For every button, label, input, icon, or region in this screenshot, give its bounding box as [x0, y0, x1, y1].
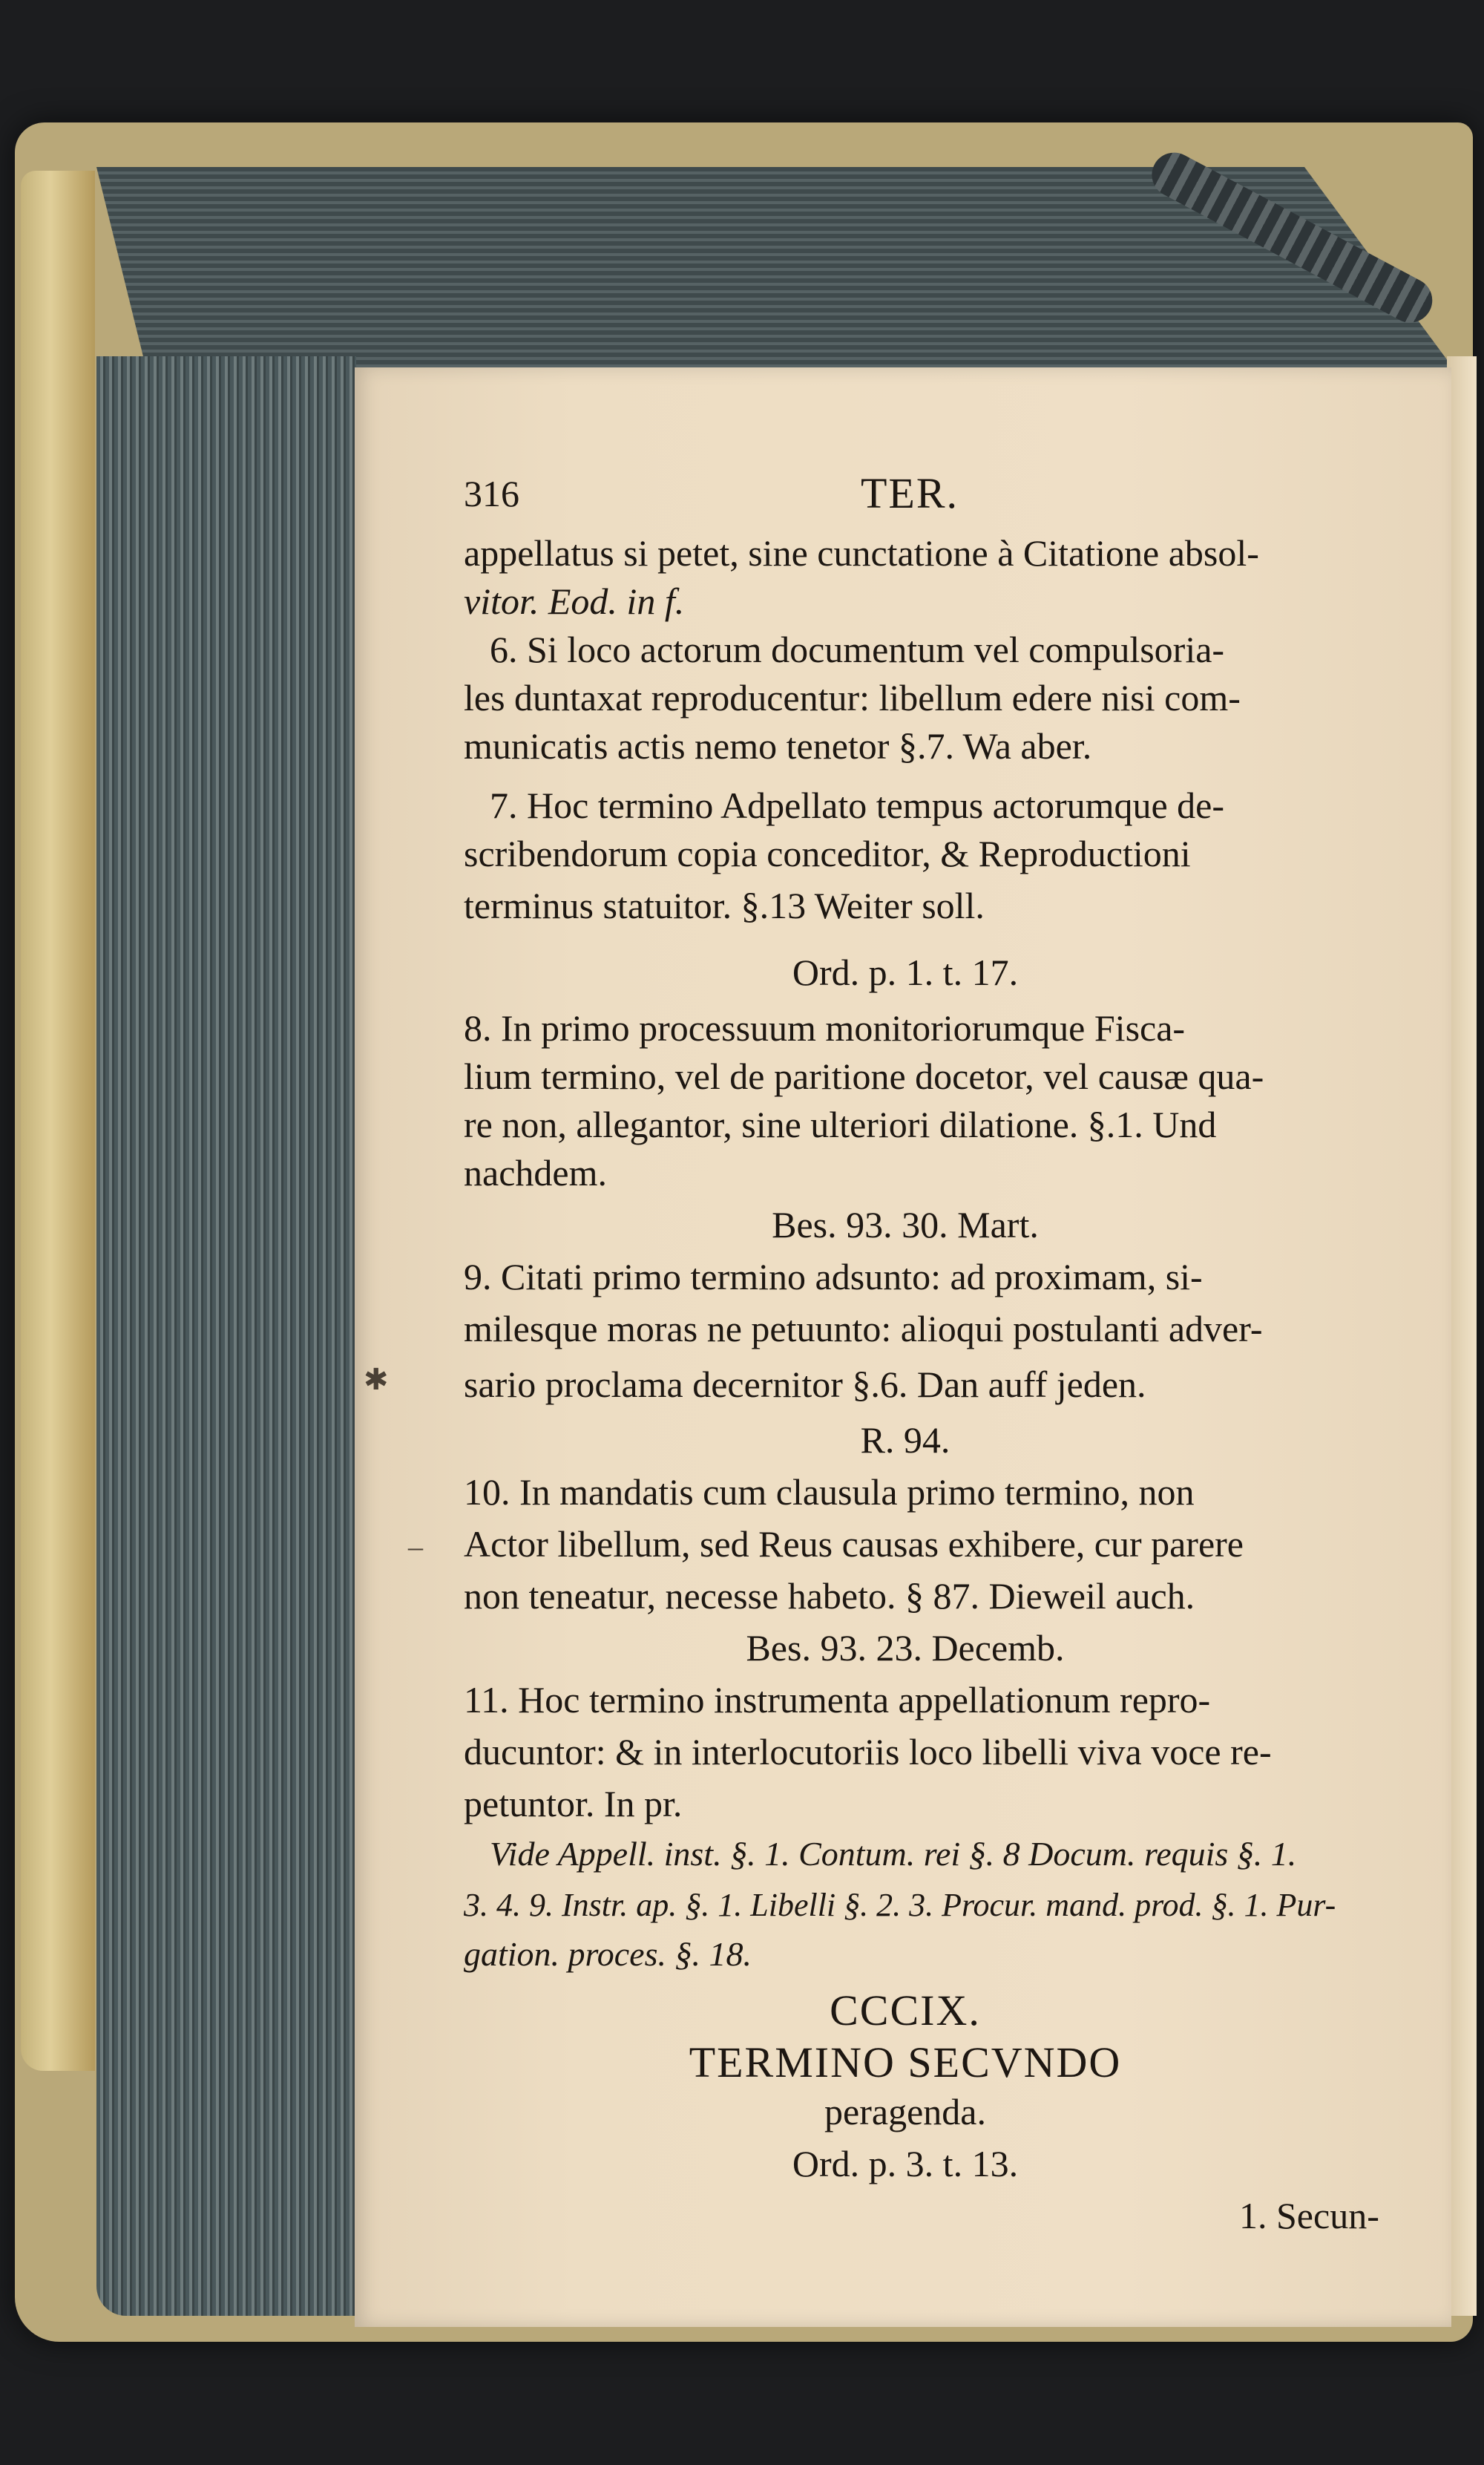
- text-line: gation. proces. §. 18.: [464, 1935, 752, 1973]
- margin-asterisk-icon: ✱: [364, 1363, 389, 1396]
- text-line: Vide Appell. inst. §. 1. Contum. rei §. 8 Docum. requis §. 1.: [490, 1835, 1297, 1873]
- section-number: CCCIX.: [830, 1986, 981, 2034]
- section-reference: Ord. p. 3. t. 13.: [792, 2143, 1019, 2184]
- text-line: 8. In primo processuum monitoriorumque Fisca-: [464, 1007, 1186, 1049]
- running-head: TER.: [861, 469, 959, 517]
- page-number: 316: [464, 473, 519, 514]
- text-line: petuntor. In pr.: [464, 1783, 683, 1824]
- text-line: 3. 4. 9. Instr. ap. §. 1. Libelli §. 2. 3. Procur. mand. prod. §. 1. Pur-: [464, 1887, 1336, 1923]
- text-line: re non, allegantor, sine ulteriori dilatione. §.1. Und: [464, 1104, 1217, 1145]
- book-cover-edge: [21, 171, 95, 2071]
- text-line: les duntaxat reproducentur: libellum edere nisi com-: [464, 677, 1241, 718]
- section-title: TERMINO SECVNDO: [689, 2038, 1122, 2086]
- text-line: 10. In mandatis cum clausula primo termino, non: [464, 1471, 1195, 1513]
- text-line: lium termino, vel de paritione docetor, vel causæ qua-: [464, 1055, 1264, 1097]
- text-line-centered: Ord. p. 1. t. 17.: [792, 952, 1019, 993]
- catchword: 1. Secun-: [1239, 2195, 1379, 2236]
- text-line-centered: Bes. 93. 30. Mart.: [772, 1204, 1039, 1245]
- text-line: milesque moras ne petuunto: alioqui postulanti adver-: [464, 1308, 1263, 1349]
- text-line: nachdem.: [464, 1152, 607, 1194]
- text-line: sario proclama decernitor §.6. Dan auff jeden.: [464, 1364, 1146, 1405]
- text-line: terminus statuitor. §.13 Weiter soll.: [464, 885, 985, 926]
- text-line: appellatus si petet, sine cunctatione à Citatione absol-: [464, 532, 1259, 574]
- text-line: 11. Hoc termino instrumenta appellationum repro-: [464, 1679, 1211, 1721]
- text-line: Actor libellum, sed Reus causas exhibere, cur parere: [464, 1523, 1244, 1565]
- text-line: municatis actis nemo tenetor §.7. Wa aber.: [464, 725, 1092, 767]
- text-line: 9. Citati primo termino adsunto: ad proximam, si-: [464, 1256, 1203, 1297]
- text-line: vitor. Eod. in f.: [464, 580, 685, 622]
- text-line-centered: Bes. 93. 23. Decemb.: [746, 1627, 1065, 1669]
- text-line: scribendorum copia conceditor, & Reproductioni: [464, 833, 1191, 874]
- text-line-centered: R. 94.: [860, 1419, 951, 1461]
- text-line: non teneatur, necesse habeto. § 87. Dieweil auch.: [464, 1575, 1195, 1617]
- margin-dash-icon: –: [408, 1530, 423, 1563]
- page-block-side: [96, 356, 356, 2316]
- text-line: ducuntor: & in interlocutoriis loco libelli viva voce re-: [464, 1731, 1272, 1772]
- page-edge-right: [1447, 356, 1477, 2316]
- section-subtitle: peragenda.: [824, 2091, 986, 2132]
- text-line: 6. Si loco actorum documentum vel compulsoria-: [490, 629, 1225, 670]
- text-line: 7. Hoc termino Adpellato tempus actorumque de-: [490, 785, 1225, 826]
